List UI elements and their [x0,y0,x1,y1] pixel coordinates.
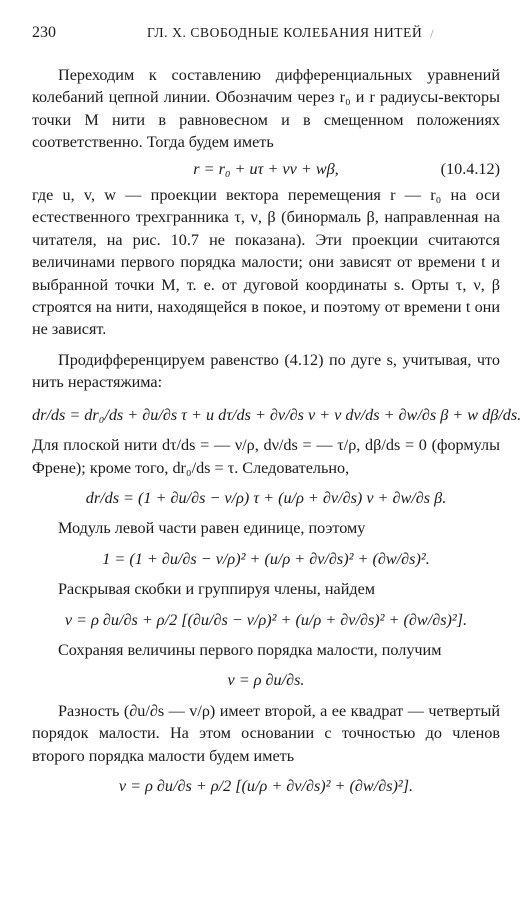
equation-v-first-order: v = ρ ∂u/∂s. [227,671,305,690]
equation-derivative: dr/ds = dr₀/ds + ∂u/∂s τ + u dτ/ds + ∂v/∂s ν + v dν/ds + ∂w/∂s β + w dβ/ds. [32,405,522,424]
paragraph-6: Раскрывая скобки и группируя члены, найдем [58,580,376,599]
page-number: 230 [32,24,56,41]
page-header [22,24,510,46]
equation-v-full: v = ρ ∂u/∂s + ρ/2 [(∂u/∂s − v/ρ)² + (u/ρ + ∂v/∂s)² + (∂w/∂s)²]. [64,610,468,629]
equation-10-4-12 [32,158,500,180]
margin-mark: / [430,26,434,41]
paragraph-7: Сохраняя величины первого порядка малости, получим [58,640,442,659]
page-body [32,64,522,801]
equation-modulus: 1 = (1 + ∂u/∂s − v/ρ)² + (u/ρ + ∂v/∂s)² + (∂w/∂s)². [102,549,430,568]
paragraph-3: Продифференцируем равенство (4.12) по дуге s, учитывая, что нить нерастяжима: [32,350,500,392]
paragraph-1: Переходим к составлению дифференциальных уравнений колебаний цепной линии. Обозначим через r₀ и r радиусы-векторы точки M нити в равновесном и в смещенном положениях соответственно. Тогда будем иметь [32,66,500,152]
equation-10-4-12-text: r = r₀ + uτ + vν + wβ, [193,159,339,178]
paragraph-4: Для плоской нити dτ/ds = — ν/ρ, dν/ds = — τ/ρ, dβ/ds = 0 (формулы Френе); кроме того, dr₀/ds = τ. Следовательно, [32,436,500,477]
paragraph-5: Модуль левой части равен единице, поэтому [58,519,366,538]
paragraph-8: Разность (∂u/∂s — v/ρ) имеет второй, а ее квадрат — четвертый порядок малости. На этом основании с точностью до членов второго порядка малости будем иметь [32,701,500,765]
running-title: ГЛ. X. СВОБОДНЫЕ КОЛЕБАНИЯ НИТЕЙ [147,25,423,40]
equation-v-second-order: v = ρ ∂u/∂s + ρ/2 [(u/ρ + ∂v/∂s)² + (∂w/∂s)²]. [118,776,414,795]
equation-number: (10.4.12) [440,159,500,178]
equation-frenet-result: dr/ds = (1 + ∂u/∂s − v/ρ) τ + (u/ρ + ∂v/∂s) ν + ∂w/∂s β. [85,488,447,507]
paragraph-2: где u, v, w — проекции вектора перемещения r — r₀ на оси естественного трехгранника τ, ν, β (бинормаль β, направленная на читателя, на рис. 10.7 не показана). Эти проекции считаются величинами первого порядка малости; они зависят от времени t и выбранной точки M, т. е. от дуговой координаты s. Орты τ, ν, β строятся на нити, находящейся в покое, и поэтому от времени t они не зависят. [32,186,500,339]
